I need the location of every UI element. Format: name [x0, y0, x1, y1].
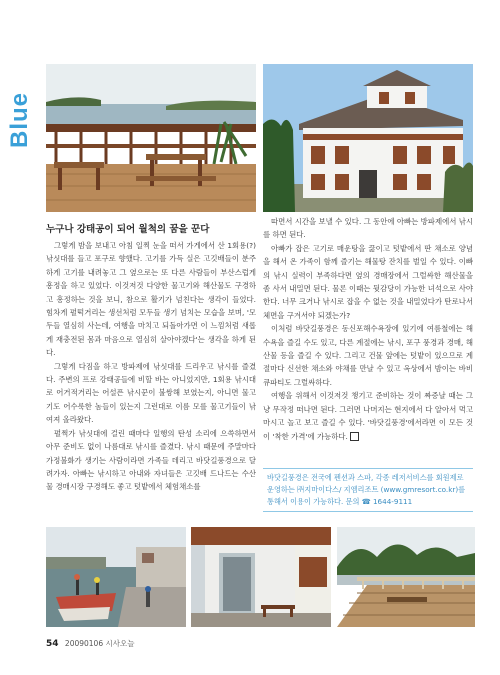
article-column-right [263, 215, 473, 443]
fishing-boats-harbor-photo [46, 527, 186, 627]
paragraph: 이처럼 바닷길풍경은 동신포해수욕장에 있기에 여름철에는 해수욕을 즐길 수도 있고, 다른 계절에는 낚시, 포구 풍경과 경매, 해산물 등을 즐길 수 있다. 그리고 건물 앞에는 텃밭이 있으므로 계절마다 신선한 채소와 야채를 만날 수 있고 옥상에서 밤이는 바비큐파티도 그럴싸하다. [263, 324, 473, 387]
article-column-left [46, 239, 256, 494]
info-box [263, 468, 473, 512]
wooden-boardwalk-photo [337, 527, 475, 627]
page-number: 54 [46, 639, 59, 649]
article-headline: 누구나 강태공이 되어 월척의 꿈을 꾼다 [46, 224, 210, 235]
issue-label: 20090106 시사오늘 [64, 639, 135, 648]
page-footer [46, 638, 134, 649]
wooden-deck-sea-view-photo [46, 64, 256, 212]
pension-entrance-photo [191, 527, 331, 627]
section-label-text: Blue [6, 92, 33, 149]
paragraph: 따면서 시간을 보낼 수 있다. 그 동안에 아빠는 방파제에서 낚시를 하면 된다. [263, 217, 473, 240]
paragraph: 아빠가 잡은 고기로 매운탕을 끓이고 텃밭에서 딴 채소로 양념을 해서 온 가족이 함께 즐기는 해물탕 잔치를 벌일 수 있다. 이빠의 낚시 실력이 부족하다면 옆의 경매장에서 그럴싸한 해산물을 좀 사서 내밀면 된다. 물론 이때는 뒷감당이 가능한 녀석으로 사야 한다. 너무 크거나 낚시로 잡을 수 없는 것을 내밀었다가 탄로나서 체면을 구겨서야 되겠는가? [263, 243, 473, 320]
paragraph-text: 여행을 위해서 이것저것 챙기고 준비하는 것이 짜증날 때는 그냥 무작정 떠나면 된다. 그러면 나머지는 현지에서 다 알아서 먹고 마시고 놀고 보고 즐길 수 있다. '바닷길풍경'에서라면 이 모든 것이 '착한 가격'에 가능하다. [263, 391, 473, 441]
end-mark-icon [350, 432, 359, 441]
paragraph: 펄쩍가 낚싯대에 걸린 때마다 일행의 탄성 소리에 으쓱하면서 아무 준비도 없이 나름대로 낚시를 즐겼다. 낚시 때문에 주말마다 가정불화가 생기는 사람이라면 가족들 데리고 바닷길풍경으로 달려가자. 아빠는 낚시하고 아내와 자녀들은 고깃배 드나드는 수산물 경매시장 구경해도 좋고 텃밭에서 체험채소를 [46, 428, 256, 492]
paragraph: 그렇게 밤을 보내고 아침 일찍 눈을 떠서 가게에서 산 1회용(?) 낚싯대를 들고 포구로 향했다. 고기를 가득 실은 고깃배들이 분주하게 고기를 내려놓고 그 옆으로는 또 다른 사람들이 부산스럽게 흥정을 하고 있었다. 이것저것 다양한 물고기와 해산물도 구경하고 흥정하는 것을 보니, 참으로 활기가 넘친다는 생각이 들었다. 힘차게 펄떡거리는 생선처럼 모두들 생기 넘치는 모습을 보며, '모두들 열심히 사는데, 여행을 마치고 되돌아가면 이 느낌처럼 새롭게 재충전된 몸과 마음으로 열심히 살아야겠다'는 생각을 하게 된다. [46, 241, 256, 358]
paragraph [263, 389, 473, 443]
section-label [6, 92, 33, 202]
info-text: 바닷길풍경은 전국에 펜션과 스파, 각종 레저서비스를 회원제로 운영하는 ㈜지마이다스/ 지엠리조트 (www.gmresort.co.kr)를 통해서 이용이 가능하다. 문의 ☎ 1644-9111 [267, 473, 466, 506]
white-house-pension-photo [263, 64, 473, 212]
paragraph: 그렇게 다짐을 하고 방파제에 낚싯대를 드리우고 낚시를 즐겼다. 주변의 프로 강태공들에 비할 바는 아니었지만, 1회용 낚시대로 어거적거리는 어설픈 낚시꾼이 불쌍해 보였는지, 아니면 물고기도 어수룩한 놈들이 있는지 그런대로 이름 모를 물고기들이 낚여져 올라왔다. [46, 361, 256, 425]
